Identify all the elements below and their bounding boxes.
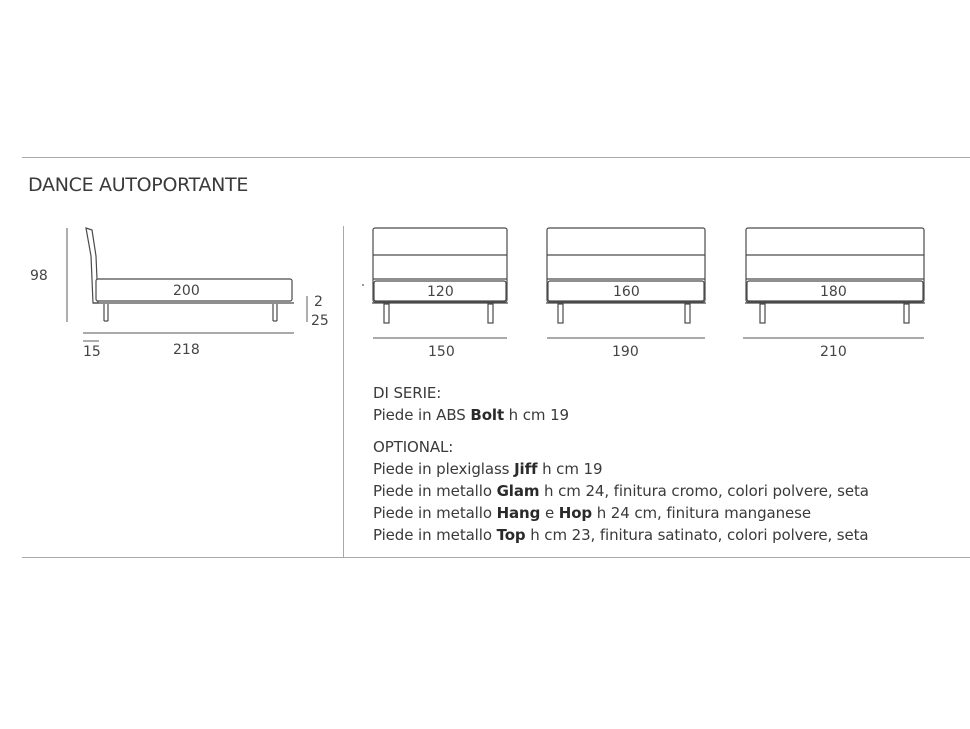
standard-heading: DI SERIE: bbox=[373, 384, 442, 402]
front-inner-label: 160 bbox=[613, 284, 640, 300]
optional-heading: OPTIONAL: bbox=[373, 438, 454, 456]
front-outer-label: 210 bbox=[820, 344, 847, 360]
front-view-210 bbox=[743, 228, 925, 338]
dot-mark bbox=[362, 284, 364, 286]
front-inner-label: 180 bbox=[820, 284, 847, 300]
optional-line: Piede in metallo Hang e Hop h 24 cm, finitura manganese bbox=[373, 504, 811, 522]
standard-section bbox=[373, 382, 569, 426]
front-view-150 bbox=[372, 228, 508, 338]
standard-line: Piede in ABS Bolt h cm 19 bbox=[373, 406, 569, 424]
optional-line: Piede in metallo Glam h cm 24, finitura cromo, colori polvere, seta bbox=[373, 482, 869, 500]
side-mattress-label: 2 bbox=[314, 294, 323, 310]
optional-line: Piede in plexiglass Jiff h cm 19 bbox=[373, 460, 603, 478]
side-total-length-label: 218 bbox=[173, 342, 200, 358]
front-outer-label: 150 bbox=[428, 344, 455, 360]
side-length-label: 200 bbox=[173, 283, 200, 299]
front-inner-label: 120 bbox=[427, 284, 454, 300]
side-height-label: 98 bbox=[30, 268, 48, 284]
optional-line: Piede in metallo Top h cm 23, finitura satinato, colori polvere, seta bbox=[373, 526, 869, 544]
side-leg-label: 25 bbox=[311, 313, 329, 329]
optional-section bbox=[373, 436, 869, 546]
side-headboard-label: 15 bbox=[83, 344, 101, 360]
front-view-190 bbox=[546, 228, 706, 338]
front-outer-label: 190 bbox=[612, 344, 639, 360]
product-title: DANCE AUTOPORTANTE bbox=[28, 174, 249, 196]
